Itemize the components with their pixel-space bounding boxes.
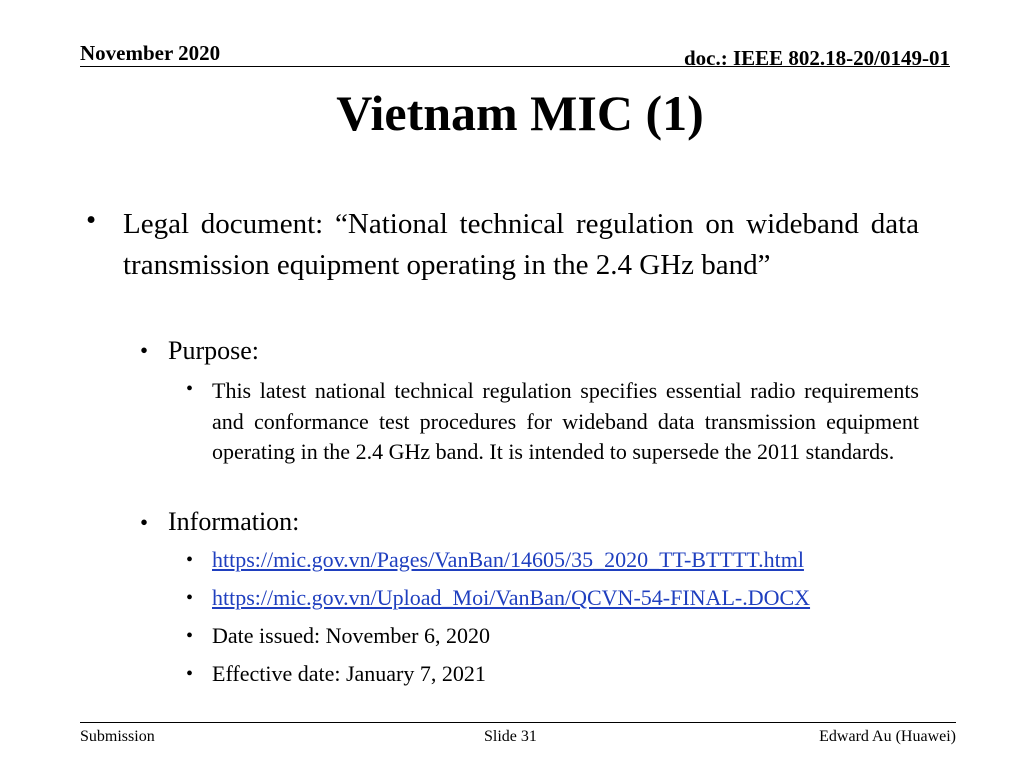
bullet-icon: •	[186, 663, 194, 685]
main-bullet-text: Legal document: “National technical regulation on wideband data transmission equipment operating in the 2.4 GHz band”	[123, 208, 919, 281]
purpose-label: Purpose:	[168, 336, 259, 365]
footer-slide-number: Slide 31	[484, 728, 537, 745]
footer-divider	[80, 722, 956, 723]
footer-author: Edward Au (Huawei)	[819, 728, 956, 745]
effective-date: Effective date: January 7, 2021	[212, 661, 486, 686]
slide-title: Vietnam MIC (1)	[336, 85, 704, 141]
purpose-text: This latest national technical regulation specifies essential radio requirements and conformance test procedures for wideband data transmission equipment operating in the 2.4 GHz band. It is intended to supersede the 2011 standards.	[212, 378, 919, 464]
link-circular-html[interactable]: https://mic.gov.vn/Pages/VanBan/14605/35_2020_TT-BTTTT.html	[212, 547, 804, 572]
bullet-icon: •	[140, 338, 149, 363]
header-divider	[80, 66, 950, 67]
information-label: Information:	[168, 507, 300, 536]
bullet-icon: •	[186, 378, 194, 400]
bullet-icon: •	[86, 204, 97, 236]
bullet-icon: •	[186, 625, 194, 647]
date-issued: Date issued: November 6, 2020	[212, 623, 490, 648]
header-date: November 2020	[80, 41, 221, 65]
link-qcvn-docx[interactable]: https://mic.gov.vn/Upload_Moi/VanBan/QCVN-54-FINAL-.DOCX	[212, 585, 811, 610]
bullet-icon: •	[186, 549, 194, 571]
header-doc-id: doc.: IEEE 802.18-20/0149-01	[683, 46, 950, 70]
footer-submission: Submission	[80, 728, 155, 745]
bullet-icon: •	[186, 587, 194, 609]
bullet-icon: •	[140, 510, 149, 535]
